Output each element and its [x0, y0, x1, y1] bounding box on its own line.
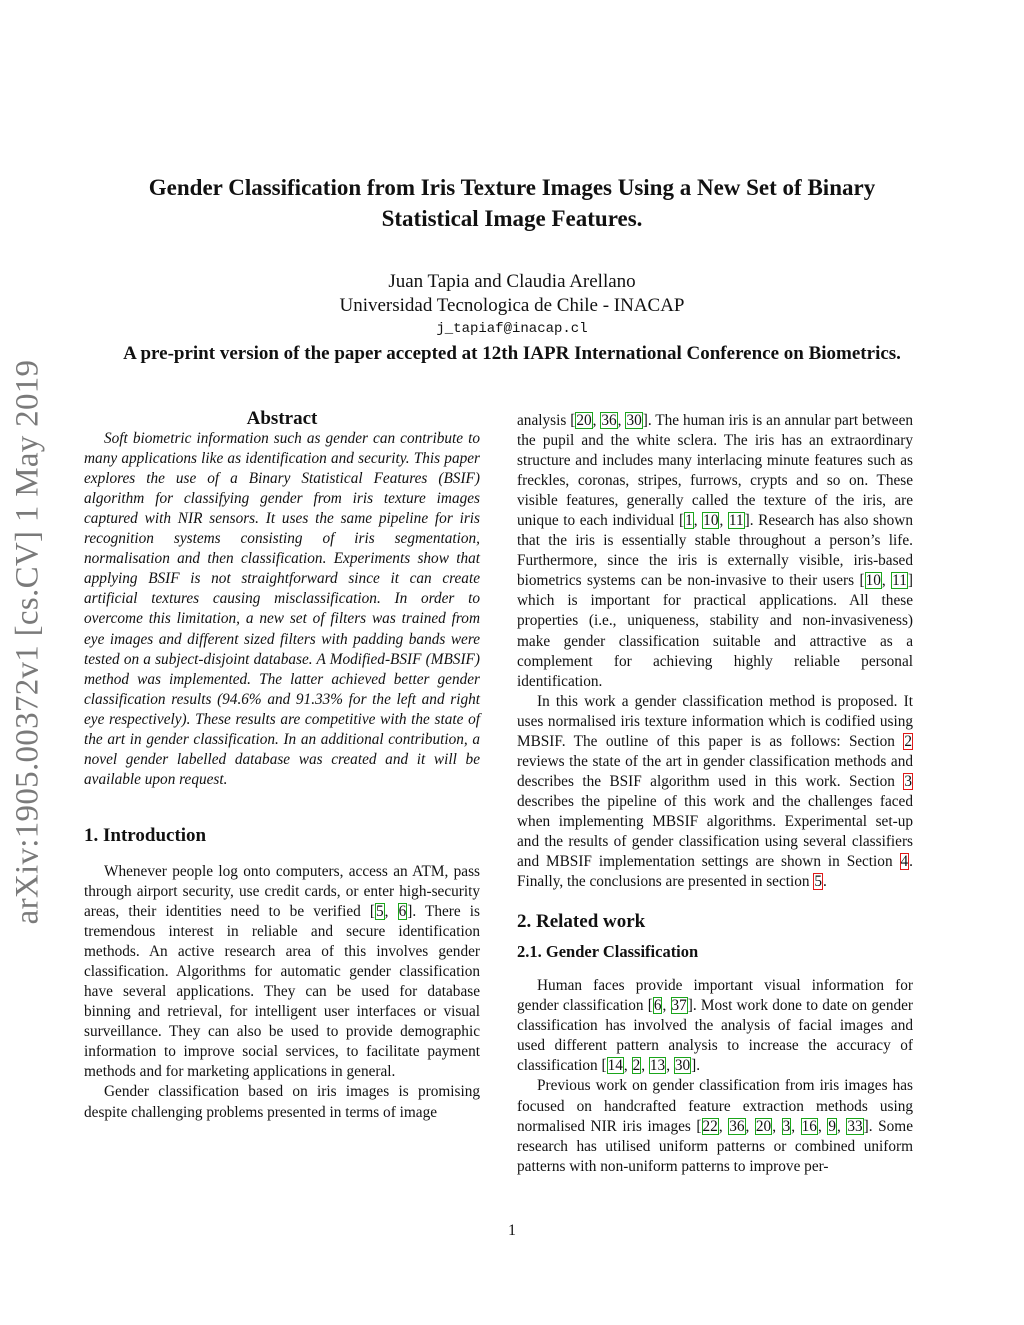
citation-link[interactable]: 9	[828, 1117, 836, 1135]
citation-link[interactable]: 20	[755, 1117, 772, 1135]
intro-paragraph-1: Whenever people log onto computers, access an ATM, pass through airport security, use credit cards, or enter high-security areas, their identities need to be verified [5, 6]. There is tremendous interest in reliable and secure identification methods. An active research area of this involves gender classification. Algorithms for automatic gender classification have several applications. They can be used for database binning and retrieval, for intelligent user interfaces or visual surveillance. They can also be used to provide demographic information to improve social services, to facilitate payment methods and for marketing applications in general.	[84, 862, 480, 1081]
intro-paragraph-2: Gender classification based on iris images is promising despite challenging problems presented in terms of image	[84, 1083, 480, 1121]
paper-title	[80, 172, 944, 234]
citation-link[interactable]: 6	[398, 903, 407, 921]
gender-classification-heading: 2.1. Gender Classification	[517, 942, 699, 962]
intro-heading: 1. Introduction	[84, 824, 207, 846]
text: analysis [	[517, 412, 576, 429]
citation-link[interactable]: 36	[601, 412, 617, 429]
right-column	[517, 411, 913, 1177]
text: ].	[691, 1057, 701, 1075]
citation-link[interactable]: 33	[847, 1117, 863, 1135]
text: ]. The human iris is an annular part between the pupil and the white sclera. The iris has an extraordinary structure and includes many interlacing minute features such as freckles, coronas, stripes, furrows, crypts and so on. These visible features, generally called the texture of the iris, are unique to each individual [	[517, 412, 914, 530]
email: j_tapiaf@inacap.cl	[436, 321, 588, 337]
related-work-heading: 2. Related work	[517, 911, 646, 933]
page-number: 1	[508, 1222, 516, 1239]
section-link[interactable]: 5	[814, 873, 823, 891]
title-line-1: Gender Classification from Iris Texture Images Using a New Set of Binary	[148, 175, 876, 200]
citation-link[interactable]: 11	[892, 572, 907, 590]
citation-link[interactable]: 5	[376, 903, 384, 921]
citation-link[interactable]: 30	[674, 1057, 691, 1075]
arxiv-watermark	[8, 352, 48, 932]
affiliation: Universidad Tecnologica de Chile - INACAP	[339, 295, 685, 316]
text: .	[823, 873, 827, 891]
text: ]. There is tremendous interest in reliable and secure identification methods. An active research area of this involves gender classification. Algorithms for automatic gender classification have several applications. They can be used for database binning and retrieval, for intelligent user interfaces or visual surveillance. They can also be used to provide demographic information to improve social services, to facilitate payment methods and for marketing applications in general.	[84, 903, 480, 1081]
text: ]. Most work done to date on gender classification has involved the analysis of facial images and used different pattern analysis to increase the accuracy of classification [	[517, 997, 913, 1075]
citation-link[interactable]: 2	[632, 1057, 641, 1075]
citation-link[interactable]: 11	[728, 512, 744, 530]
text: ]. Research has also shown that the iris is essentially stable throughout a person’s life. Furthermore, since the iris is externally visible, iris-based biometrics systems can be non-invasive to their users [	[517, 512, 913, 590]
citation-link[interactable]: 14	[607, 1057, 623, 1075]
text: In this work a gender classification method is proposed. It uses normalised iris texture information which is codified using MBSIF. The outline of this paper is as follows: Section	[517, 692, 913, 750]
authors: Juan Tapia and Claudia Arellano	[388, 271, 636, 292]
citation-link[interactable]: 13	[649, 1057, 666, 1075]
citation-link[interactable]: 16	[801, 1117, 817, 1135]
citation-link[interactable]: 30	[626, 412, 642, 429]
related-paragraph-2: Previous work on gender classification from iris images has focused on handcrafted feature extraction methods using normalised NIR iris images [22, 36, 20, 3, 16, 9, 33]. Some research has utilised uniform patterns or combined uniform patterns with non-uniform patterns to improve per-	[517, 1077, 913, 1175]
related-paragraph-1: Human faces provide important visual information for gender classification [6, 37]. Most work done to date on gender classification has involved the analysis of facial images and used different pattern analysis to increase the accuracy of classification [14, 2, 13, 30].	[517, 977, 913, 1075]
right-paragraph-2	[517, 692, 913, 892]
text: Previous work on gender classification from iris images has focused on handcrafted feature extraction methods using normalised NIR iris images [	[517, 1077, 913, 1135]
abstract-heading: Abstract	[246, 408, 318, 429]
section-link[interactable]: 3	[904, 772, 912, 790]
citation-link[interactable]: 22	[702, 1117, 718, 1135]
preprint-note: A pre-print version of the paper accepted at 12th IAPR International Conference on Biometrics.	[123, 343, 901, 364]
text: ]. Some research has utilised uniform patterns or combined uniform patterns with non-uniform patterns to improve per-	[517, 1117, 913, 1175]
right-paragraph-1: analysis [20, 36, 30]. The human iris is an annular part between the pupil and the white sclera. The iris has an extraordinary structure and includes many interlacing minute features such as freckles, coronas, stripes, furrows, crypts and so on. These visible features, generally called the texture of the iris, are unique to each individual [1, 10, 11]. Research has also shown that the iris is essentially stable throughout a person’s life. Furthermore, since the iris is externally visible, iris-based biometrics systems can be non-invasive to their users [10, 11] which is important for practical applications. All these properties (i.e., uniqueness, stability and non-invasiveness) make gender classification suitable and attractive as a complement for achieving highly reliable personal identification.	[517, 412, 914, 690]
text: ] which is important for practical applications. All these properties (i.e., uniqueness, stability and non-invasiveness) make gender classification suitable and attractive as a complement for achieving highly reliable personal identification.	[517, 572, 913, 690]
citation-link[interactable]: 37	[671, 997, 687, 1015]
text: Human faces provide important visual information for gender classification [	[517, 977, 913, 1015]
citation-link[interactable]: 36	[729, 1117, 745, 1135]
arxiv-id: arXiv:1905.00372v1 [cs.CV] 1 May 2019	[9, 359, 46, 925]
text: Whenever people log onto computers, access an ATM, pass through airport security, use credit cards, or enter high-security areas, their identities need to be verified [	[84, 862, 480, 921]
citation-link[interactable]: 1	[685, 512, 693, 530]
text: . Finally, the conclusions are presented in section	[517, 853, 913, 891]
citation-link[interactable]: 3	[782, 1117, 791, 1135]
citation-link[interactable]: 6	[653, 997, 662, 1015]
citation-link[interactable]: 10	[703, 512, 719, 530]
section-link[interactable]: 4	[900, 853, 909, 871]
text: describes the pipeline of this work and the challenges faced when implementing MBSIF algorithms. Experimental set-up and the results of gender classification using several classifiers and MBSIF implementation settings are shown in Section	[517, 792, 913, 871]
citation-link[interactable]: 20	[576, 412, 592, 429]
title-line-2: Statistical Image Features.	[381, 206, 643, 231]
abstract-text: Soft biometric information such as gender can contribute to many applications like as identification and security. This paper explores the use of a Binary Statistical Features (BSIF) algorithm for classifying gender from iris texture images captured with NIR sensors. It uses the same pipeline for iris recognition systems consisting of iris segmentation, normalisation and then classification. Experiments show that applying BSIF is not straightforward since it can create artificial textures causing misclassification. In order to overcome this limitation, a new set of filters was trained from eye images and different sized filters with padding bands were tested on a subject-disjoint database. A Modified-BSIF (MBSIF) method was implemented. The latter achieved better gender classification results (94.6% and 91.33% for the left and right eye respectively). These results are competitive with the state of the art in gender classification. In an additional contribution, a novel gender labelled database was created and it will be available upon request.	[84, 430, 480, 788]
section-link[interactable]: 2	[904, 732, 912, 750]
text: reviews the state of the art in gender classification methods and describes the BSIF algorithm used in this work. Section	[517, 752, 913, 790]
left-column	[84, 409, 480, 1123]
citation-link[interactable]: 10	[865, 572, 881, 590]
